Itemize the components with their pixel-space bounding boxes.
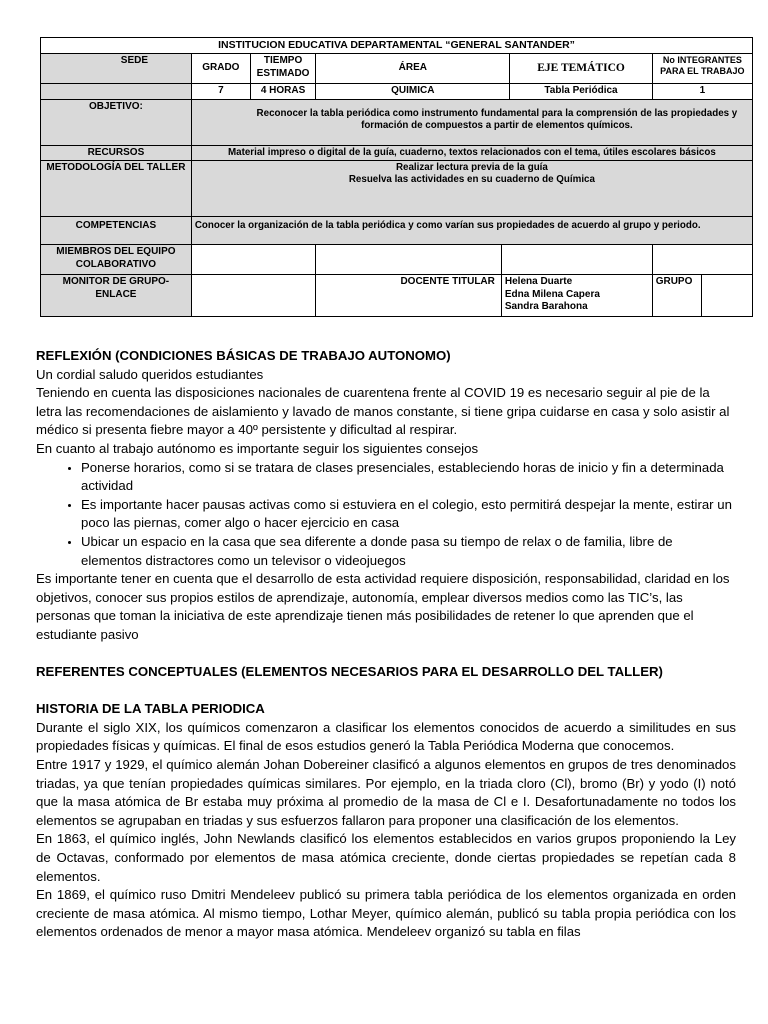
paragraph: Teniendo en cuenta las disposiciones nacionales de cuarentena frente al COVID 19 es necesario seguir al pie de la letra las recomendaciones de aislamiento y lavado de manos constante, si tiene gripa cuidarse en casa y solo asistir al médico si presenta fiebre mayor a 40º persistente y dificultad al respirar. bbox=[36, 385, 730, 438]
grado-value: 7 bbox=[191, 84, 250, 100]
miembro-cell-4[interactable] bbox=[652, 245, 752, 275]
grupo-label: GRUPO bbox=[652, 275, 702, 317]
objetivo-text: Reconocer la tabla periódica como instrumento fundamental para la comprensión de las propiedades y formación de compuestos a partir de elementos químicos. bbox=[191, 99, 752, 145]
greeting: Un cordial saludo queridos estudiantes bbox=[36, 366, 264, 382]
miembro-cell-1[interactable] bbox=[191, 245, 315, 275]
competencias-label: COMPETENCIAS bbox=[41, 217, 192, 245]
integrantes-label: No INTEGRANTES PARA EL TRABAJO bbox=[652, 54, 752, 84]
grado-label: GRADO bbox=[191, 54, 250, 84]
list-item: • Ubicar un espacio en la casa que sea diferente a donde pasa su tiempo de relax o de familia, libre de elementos distractores como un televisor o videojuegos bbox=[81, 533, 736, 570]
header-table bbox=[40, 37, 753, 317]
objetivo-label: OBJETIVO: bbox=[41, 99, 192, 145]
docente-label: DOCENTE TITULAR bbox=[316, 275, 502, 317]
sede-value bbox=[41, 84, 192, 100]
eje-value: Tabla Periódica bbox=[510, 84, 652, 100]
docente-name: Sandra Barahona bbox=[504, 301, 588, 313]
metodologia-line-2: Resuelva las actividades en su cuaderno de Química bbox=[348, 174, 595, 186]
competencias-text: Conocer la organización de la tabla periódica y como varían sus propiedades de acuerdo al grupo y periodo. bbox=[191, 217, 752, 245]
sede-label: SEDE bbox=[41, 54, 192, 84]
area-label: ÁREA bbox=[316, 54, 510, 84]
advice-list bbox=[36, 459, 736, 571]
paragraph: En 1869, el químico ruso Dmitri Mendeleev publicó su primera tabla periódica de los elementos organizada en orden creciente de masa atómica. Al mismo tiempo, Lothar Meyer, químico alemán, publicó su tabla propia periódica con los elementos ordenados de menor a mayor masa atómica. Mendeleev organizó su tabla en filas bbox=[36, 887, 736, 940]
paragraph: Es importante tener en cuenta que el desarrollo de esta actividad requiere disposición, responsabilidad, claridad en los objetivos, conocer sus propios estilos de aprendizaje, autonomía, emplear diversos medios como las TIC’s, las personas que toman la iniciativa de este aprendizaje tienen más posibilidades de retener lo que aprenden que el estudiante pasivo bbox=[36, 571, 730, 642]
tiempo-label: TIEMPO ESTIMADO bbox=[250, 54, 315, 84]
referentes-heading: REFERENTES CONCEPTUALES (ELEMENTOS NECESARIOS PARA EL DESARROLLO DEL TALLER) bbox=[36, 664, 663, 680]
paragraph: Durante el siglo XIX, los químicos comenzaron a clasificar los elementos conocidos de acuerdo a similitudes en sus propiedades físicas y químicas. El final de esos estudios generó la Tabla Periódica Moderna que conocemos. bbox=[36, 719, 736, 754]
historia-heading: HISTORIA DE LA TABLA PERIODICA bbox=[36, 701, 265, 717]
miembro-cell-2[interactable] bbox=[316, 245, 502, 275]
monitor-label: MONITOR DE GRUPO-ENLACE bbox=[41, 275, 192, 317]
grupo-value[interactable] bbox=[702, 275, 753, 317]
list-item: • Es importante hacer pausas activas como si estuviera en el colegio, esto permitirá despejar la mente, estirar un poco las piernas, comer algo o hacer ejercicio en casa bbox=[81, 496, 736, 533]
miembros-label: MIEMBROS DEL EQUIPO COLABORATIVO bbox=[41, 245, 192, 275]
list-item: • Ponerse horarios, como si se tratara de clases presenciales, estableciendo horas de inicio y fin a determinada actividad bbox=[81, 459, 736, 496]
miembro-cell-3[interactable] bbox=[501, 245, 652, 275]
tiempo-value: 4 HORAS bbox=[250, 84, 315, 100]
eje-label: EJE TEMÁTICO bbox=[510, 54, 652, 84]
reflexion-heading: REFLEXIÓN (CONDICIONES BÁSICAS DE TRABAJO AUTONOMO) bbox=[36, 348, 451, 363]
paragraph: En cuanto al trabajo autónomo es importante seguir los siguientes consejos bbox=[36, 440, 479, 456]
docente-name: Helena Duarte bbox=[504, 276, 573, 288]
recursos-text: Material impreso o digital de la guía, cuaderno, textos relacionados con el tema, útiles escolares básicos bbox=[191, 145, 752, 161]
monitor-value[interactable] bbox=[191, 275, 315, 317]
document-body bbox=[36, 347, 736, 942]
docente-name: Edna Milena Capera bbox=[504, 288, 600, 300]
paragraph: En 1863, el químico inglés, John Newlands clasificó los elementos establecidos en varios grupos proponiendo la Ley de Octavas, conformado por elementos de masa atómica creciente, donde ciertas propiedades se repetían cada 8 elementos. bbox=[36, 831, 736, 884]
recursos-label: RECURSOS bbox=[41, 145, 192, 161]
area-value: QUIMICA bbox=[316, 84, 510, 100]
institution-title: INSTITUCION EDUCATIVA DEPARTAMENTAL “GENERAL SANTANDER” bbox=[41, 38, 753, 54]
integrantes-value: 1 bbox=[652, 84, 752, 100]
metodologia-label: METODOLOGÍA DEL TALLER bbox=[41, 161, 192, 217]
paragraph: Entre 1917 y 1929, el químico alemán Johan Dobereiner clasificó a algunos elementos en grupos de tres denominados triadas, ya que tenían propiedades químicas similares. Por ejemplo, en la triada cloro (Cl), bromo (Br) y yodo (I) notó que la masa atómica de Br estaba muy próxima al promedio de la masa de Cl e I. Desafortunadamente no todos los elementos se agrupaban en triadas y sus esfuerzos fallaron para proponer una clasificación de los elementos. bbox=[36, 757, 736, 828]
metodologia-line-1: Realizar lectura previa de la guía bbox=[395, 162, 548, 174]
